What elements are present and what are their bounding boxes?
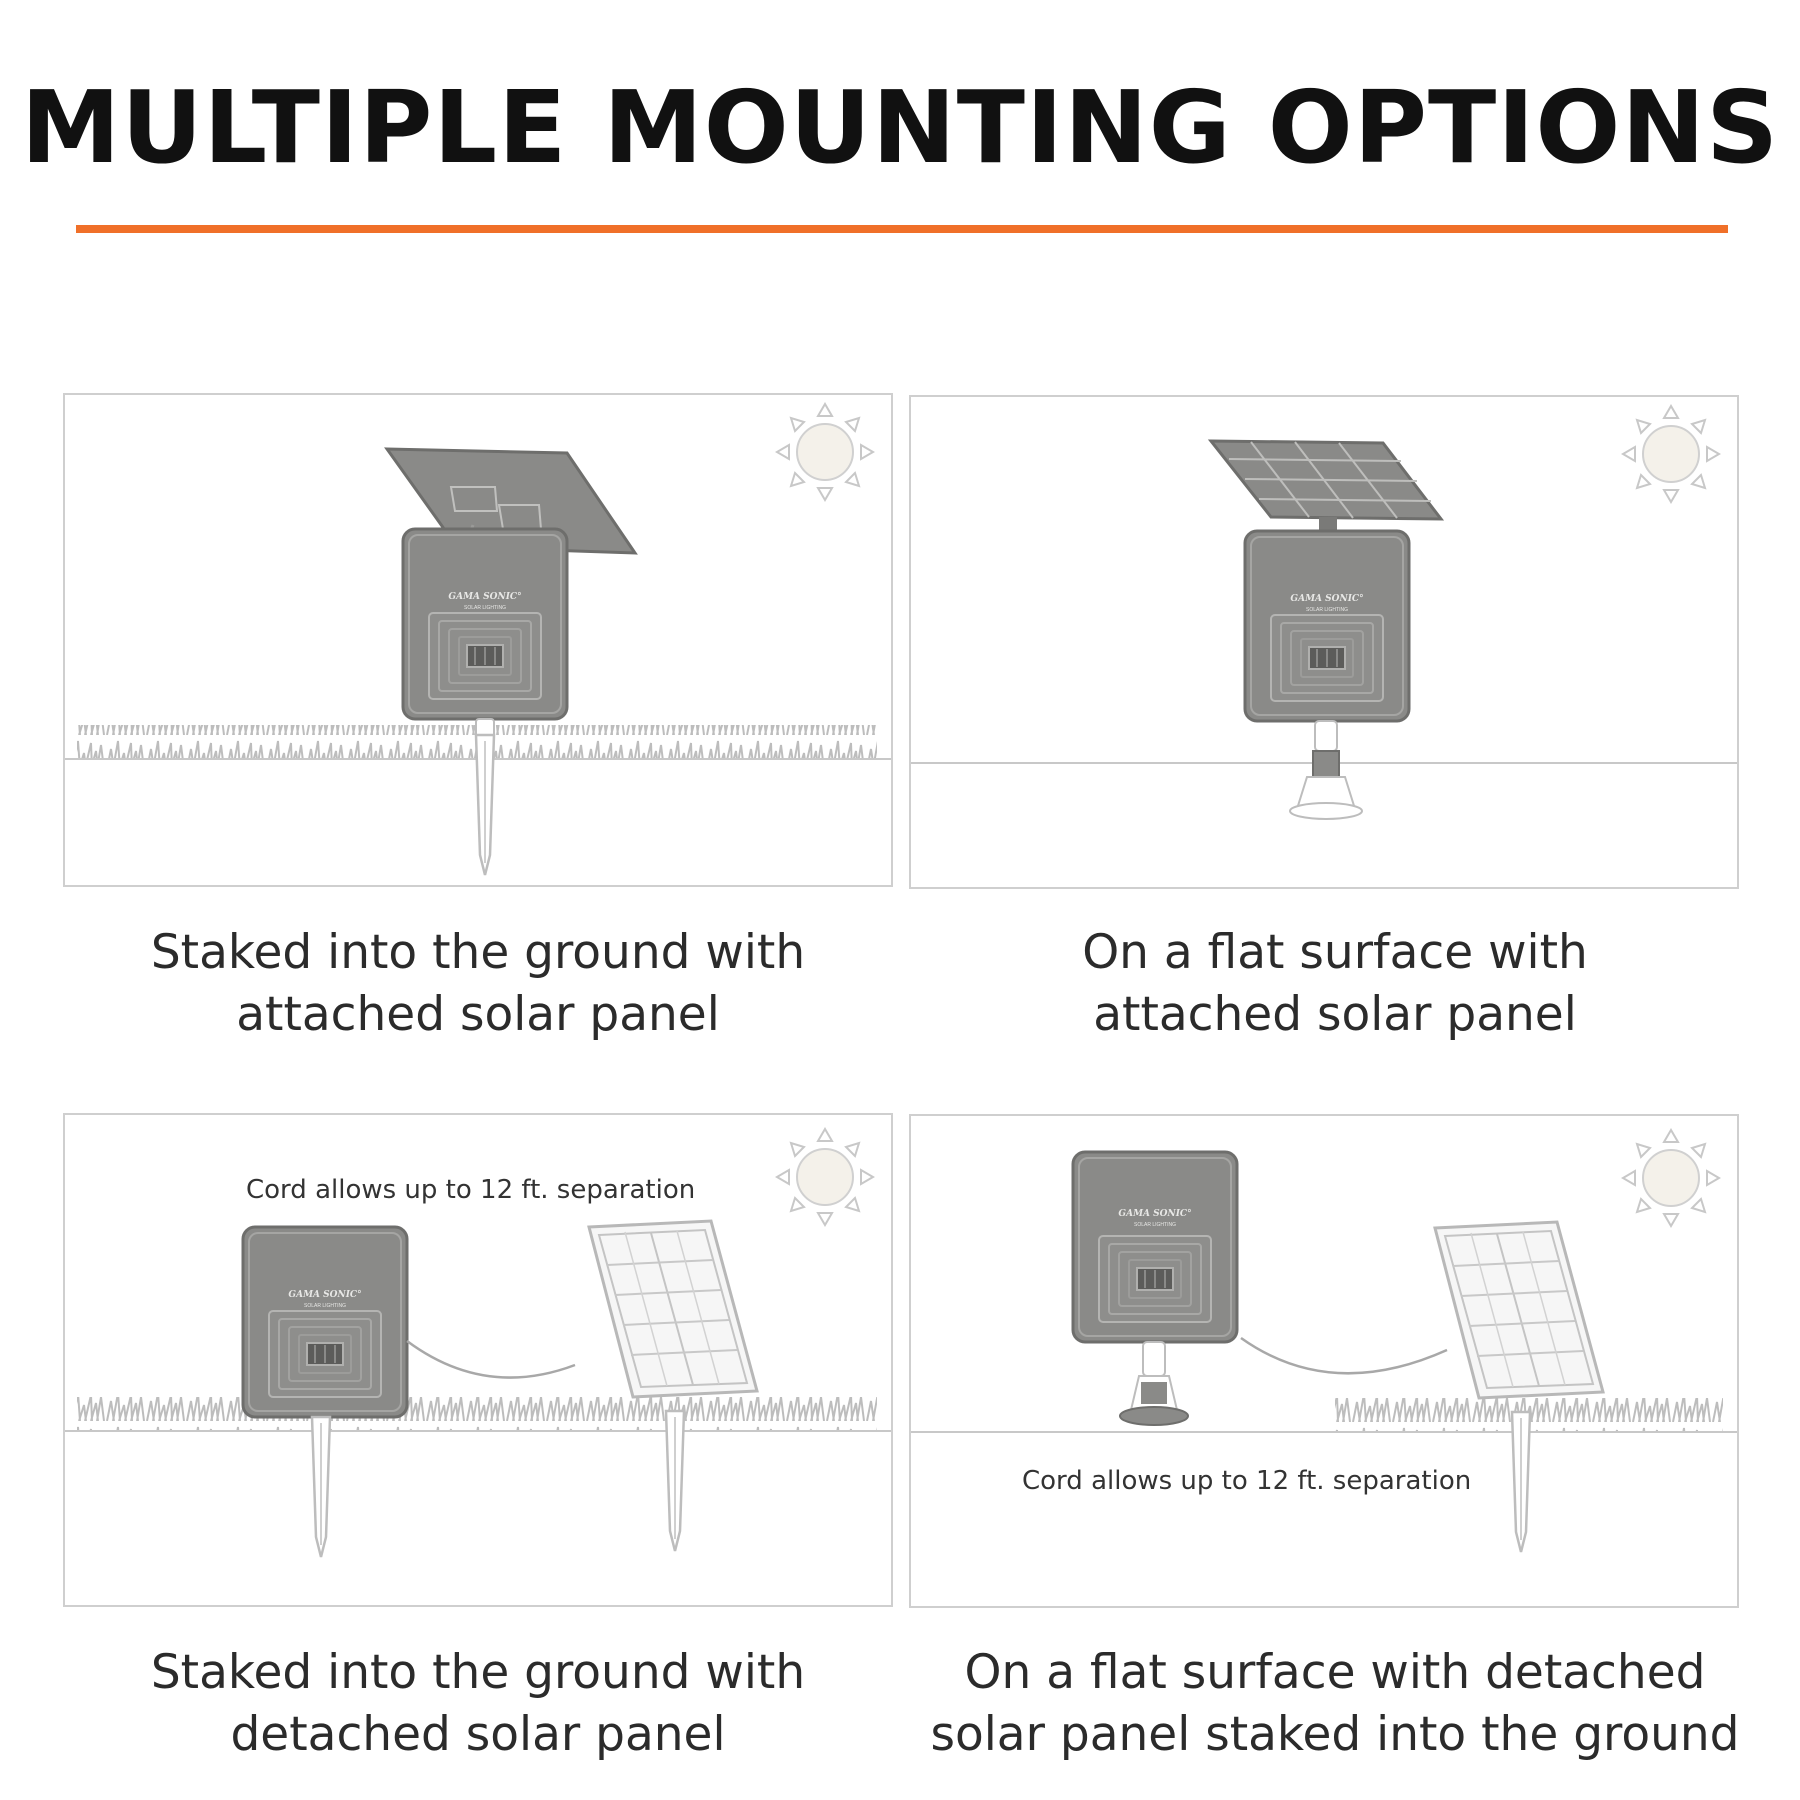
brand-logo: GAMA SONIC°: [448, 592, 522, 602]
caption-line: On a flat surface with detached: [964, 1645, 1706, 1700]
caption-staked-attached: [48, 922, 908, 1046]
caption-line: attached solar panel: [1093, 987, 1577, 1042]
ground-stake-icon: [476, 719, 494, 875]
solar-panel-icon: [1211, 441, 1441, 533]
brand-logo: GAMA SONIC°: [1118, 1209, 1192, 1219]
caption-line: solar panel staked into the ground: [930, 1707, 1740, 1762]
brand-logo: GAMA SONIC°: [1290, 594, 1364, 604]
sun-icon: [1623, 1130, 1719, 1226]
cord-note: Cord allows up to 12 ft. separation: [246, 1175, 696, 1205]
sun-icon: [777, 1129, 873, 1225]
title-underline: [76, 225, 1728, 233]
solar-panel-icon: [589, 1221, 757, 1397]
floodlight-icon: [1073, 1152, 1237, 1342]
grass-icon: [77, 1397, 877, 1431]
flat-mount-base-icon: [1120, 1342, 1188, 1425]
svg-text:SOLAR LIGHTING: SOLAR LIGHTING: [1134, 1222, 1176, 1228]
caption-line: Staked into the ground with: [150, 1645, 806, 1700]
mounting-panel-staked-attached: [63, 393, 893, 887]
power-cord: [1241, 1338, 1447, 1373]
power-cord: [407, 1341, 575, 1378]
floodlight-icon: [1245, 531, 1409, 721]
caption-flat-detached: [905, 1642, 1765, 1766]
mounting-panel-flat-detached: [909, 1114, 1739, 1608]
cord-note: Cord allows up to 12 ft. separation: [1022, 1466, 1472, 1496]
svg-text:SOLAR LIGHTING: SOLAR LIGHTING: [1306, 607, 1348, 613]
floodlight-icon: [243, 1227, 407, 1417]
caption-line: attached solar panel: [236, 987, 720, 1042]
sun-icon: [777, 404, 873, 500]
floodlight-icon: [403, 529, 567, 719]
mounting-panel-flat-attached: [909, 395, 1739, 889]
ground-stake-icon: [1512, 1412, 1530, 1552]
brand-logo: GAMA SONIC°: [288, 1290, 362, 1300]
svg-text:SOLAR LIGHTING: SOLAR LIGHTING: [304, 1303, 346, 1309]
caption-line: detached solar panel: [230, 1707, 726, 1762]
caption-line: On a flat surface with: [1082, 925, 1588, 980]
illustration-staked-attached: [65, 395, 891, 885]
ground-stake-icon: [666, 1411, 684, 1551]
page-title: MULTIPLE MOUNTING OPTIONS: [20, 69, 1780, 186]
caption-flat-attached: [905, 922, 1765, 1046]
caption-line: Staked into the ground with: [150, 925, 806, 980]
solar-panel-icon: [1435, 1222, 1603, 1398]
illustration-flat-attached: [911, 397, 1737, 887]
caption-staked-detached: [48, 1642, 908, 1766]
svg-text:SOLAR LIGHTING: SOLAR LIGHTING: [464, 605, 506, 611]
sun-icon: [1623, 406, 1719, 502]
ground-stake-icon: [312, 1417, 330, 1557]
illustration-flat-detached: [911, 1116, 1737, 1606]
flat-mount-base-icon: [1290, 721, 1362, 819]
